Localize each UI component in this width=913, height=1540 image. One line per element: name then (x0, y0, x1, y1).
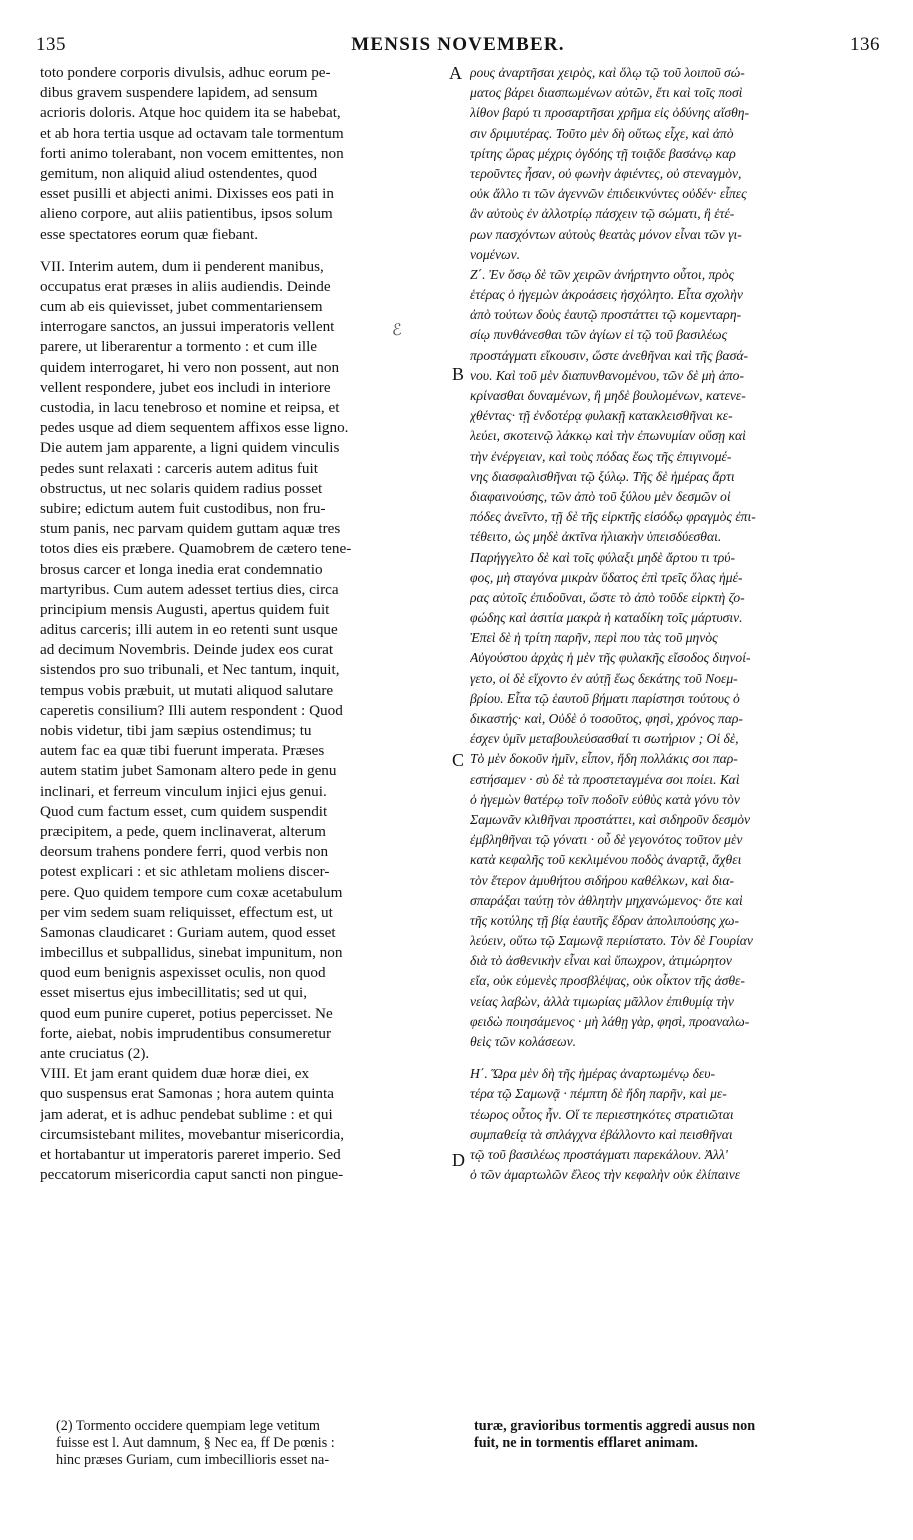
latin-text-line: Samonas claudicaret : Guriam autem, quod esset (40, 923, 336, 941)
section-marker-d: D (452, 1150, 465, 1170)
latin-text-line: sistendos pro suo tribunali, et Nec tantum, inquit, (40, 661, 340, 679)
greek-text-line: δικαστής· καὶ, Οὐδὲ ὁ τοσοῦτος, φησὶ, χρόνος παρ- (470, 711, 743, 726)
greek-text-line: νείας λαβὼν, ἀλλὰ τιμωρίας μᾶλλον ἐπιθυμίᾳ τὴν (470, 993, 734, 1009)
greek-text-line: τέθειτο, ὡς μηδὲ ἀκτῖνα ἡλιακὴν ὑπεισδύεσθαι. (470, 529, 722, 545)
latin-text-line: quidem interrogaret, hi vero non possent, aut non (40, 358, 340, 376)
paragraph-gap (40, 245, 448, 257)
latin-text-line: et hortabantur ut imperatoris pareret imperio. Sed (40, 1145, 341, 1163)
latin-text-line: imbecillus et subpallidus, sinebat impunitum, non (40, 944, 343, 962)
latin-text-line: forti animo tolerabant, non vocem emittentes, non (40, 144, 344, 162)
footnote-continuation-line: fuit, ne in tormentis efflaret animam. (474, 1435, 698, 1451)
greek-text-line: διαφαινούσης, τῶν ἀπὸ τοῦ ξύλου μὲν δεσμῶν οἱ (470, 488, 731, 504)
footnote-continuation (474, 1418, 884, 1452)
latin-text-line: esse spectatores eorum quæ fiebant. (40, 225, 259, 243)
latin-text-line: custodia, in lacu tenebroso et nomine et reipsa, et (40, 399, 340, 416)
latin-text-line: ad decimum Novembris. Deinde judex eos curat (40, 641, 334, 659)
greek-text-line: Ἐπεὶ δὲ ἡ τρίτη παρῆν, περὶ που τὰς τοῦ μηνὸς (470, 630, 718, 646)
greek-text-line: κατὰ κεφαλῆς τοῦ κεκλιμένου ποδὸς ἀναρτᾷ, ἄχθει (470, 852, 742, 868)
greek-text-line: ὁ τῶν ἁμαρτωλῶν ἔλεος τὴν κεφαλὴν οὐκ ἐλίπαινε (470, 1167, 741, 1183)
greek-text-line: συμπαθείᾳ τὰ σπλάγχνα ἐβάλλοντο καὶ πεισθῆναι (470, 1126, 733, 1142)
printer-ornament: ℰ (392, 320, 402, 339)
latin-column (40, 63, 448, 1185)
footnote-line: (2) Tormento occidere quempiam lege vetitum (56, 1418, 320, 1434)
greek-column (470, 63, 880, 1185)
greek-text-line: ρους ἀναρτῆσαι χειρὸς, καὶ ὅλῳ τῷ τοῦ λοιποῦ σώ- (470, 65, 745, 80)
greek-text-line: πόδες ἀνεῖντο, τῇ δὲ τῆς εἱρκτῆς εἰσόδῳ φραγμὸς ἐπι- (470, 509, 756, 525)
section-marker-c: C (452, 750, 465, 770)
latin-text-line: totos dies eis præbere. Quamobrem de cætero tene- (40, 540, 352, 558)
greek-text-line: τρίτης ὥρας μέχρις ὀγδόης τῇ τοιᾷδε βασάνῳ καρ (470, 145, 736, 161)
greek-text-line: τὸν ἕτερον ἀμυθήτου σιδήρου καθέλκων, καὶ δια- (470, 872, 734, 888)
greek-text-line: γετο, οἱ δὲ εἴχοντο ἐν αὐτῇ ἕως δεκάτης τοῦ Νοεμ- (470, 670, 738, 686)
latin-text-line: occupatus erat præses in aliis audiendis. Deinde (40, 277, 331, 295)
greek-text-line: Αὐγούστου ἀρχὰς ἡ μὲν τῆς φυλακῆς εἴσοδος διηνοί- (470, 650, 751, 666)
latin-text-line: caperetis consilium? Illi autem respondent : Quod (40, 701, 343, 719)
greek-text-line: ἐμβληθῆναι τῷ γόνατι · οὗ δὲ γεγονότος τοῦτον μὲν (470, 832, 743, 848)
latin-text-line: nobis videtur, tibi jam sæpius ostendimus; tu (40, 722, 312, 739)
latin-text-line: autem statim jubet Samonam altero pede in genu (40, 762, 337, 780)
latin-text-line: parere, ut liberarentur a tormento : et cum ille (40, 338, 318, 356)
latin-text-line: brosus carcer et longa inedia erat condemnatio (40, 560, 323, 578)
greek-text-line: ρων πασχόντων αὐτοὺς θεατὰς μόνον εἶναι τῶν γι- (470, 226, 742, 242)
latin-text-line: esset misertus ejus imbecillitatis; sed ut qui, (40, 984, 308, 1002)
latin-text-line: principium mensis Augusti, apertus quidem fuit (40, 600, 330, 618)
greek-text-line: Τὸ μὲν δοκοῦν ἡμῖν, εἶπον, ἤδη πολλάκις σοι παρ- (470, 751, 738, 767)
greek-text-line: Παρήγγελτο δὲ καὶ τοῖς φύλαξι μηδὲ ἄρτου τι τρύ- (470, 549, 736, 565)
latin-text-line: tempus vobis præbuit, ut mutati aliquod salutare (40, 681, 334, 699)
greek-text-line: ἑτέρας ὁ ἡγεμὼν ἀκροάσεις ἠσχόλητο. Εἶτα σχολὴν (470, 287, 743, 303)
greek-text-line: τῷ τοῦ βασιλέως προστάγματι παρεκάλουν. Ἀλλ' (470, 1146, 728, 1162)
greek-text-line: χθέντας· τῇ ἐνδοτέρᾳ φυλακῇ κατακλεισθῆναι κε- (470, 408, 733, 424)
latin-text-line: jam aderat, et is adhuc pendebat sublime : et qui (40, 1105, 333, 1123)
greek-text-line: ματος βάρει διασπωμένων αὐτῶν, ἔτι καὶ τοῖς ποσὶ (470, 85, 743, 101)
greek-text-line: σιν δριμυτέρας. Τοῦτο μὲν δὴ οὕτως εἶχε, καὶ ἀπὸ (470, 125, 734, 141)
greek-text-line: Η΄. Ὥρα μὲν δὴ τῆς ἡμέρας ἀναρτωμένῳ δευ- (470, 1066, 716, 1082)
latin-text-line: et ab hora tertia usque ad octavam tale tormentum (40, 124, 344, 142)
greek-text-line: ὁ ἡγεμὼν θατέρῳ τοῖν ποδοῖν εὐθὺς κατὰ γόνυ τὸν (470, 791, 740, 807)
greek-text-line: ἂν αὐτοὺς ἐν ἀλλοτρίῳ πάσχειν τῷ σώματι, ἢ ἑτέ- (470, 206, 735, 222)
greek-text-line: τῆς κοτύλης τῇ βίᾳ ἑαυτῆς ἕδραν ἀπολιπούσης χω- (470, 912, 740, 928)
latin-text-line: alieno corpore, aut aliis patientibus, ipsos solum (40, 205, 333, 223)
greek-text-line: τεροῦντες ἦσαν, οὐ φωνὴν ἀφιέντες, οὐ στεναγμὸν, (470, 165, 742, 181)
latin-text-line: aditus carceris; illi autem in eo retenti sunt usque (40, 621, 338, 639)
latin-text-line: præcipitem, a pede, quem inclinaverat, alterum (40, 822, 326, 840)
latin-text-line: obstructus, ut nec solaris quidem radius posset (40, 479, 323, 497)
footnote-continuation-line: turæ, gravioribus tormentis aggredi ausus non (474, 1418, 756, 1434)
greek-text-line: οὐκ ἄλλο τι τῶν ἀγεννῶν ἐπιδεικνύντες οὐδέν· εἶπες (470, 186, 747, 202)
greek-text-line: προστάγματι εἴκουσιν, ὥστε ἀνεθῆναι καὶ τῆς βασά- (470, 347, 749, 363)
latin-text-line: stum panis, nec parvam quidem guttam aquæ tres (40, 520, 341, 538)
latin-text-line: potest explicari : et sic athletam moliens discer- (40, 863, 330, 881)
latin-text-line: quo suspensus erat Samonas ; hora autem quinta (40, 1085, 334, 1103)
latin-text-line: deorsum trahens pondere ferri, quod verbis non (40, 843, 329, 861)
greek-text-line: εστήσαμεν · σὺ δὲ τὰ προστεταγμένα σοι ποίει. Καὶ (470, 771, 740, 787)
latin-text-line: pere. Quo quidem tempore cum coxæ acetabulum (40, 883, 343, 901)
greek-text-line: κρίνασθαι δυναμένων, ἢ μηδὲ βουλομένων, κατενε- (470, 388, 746, 403)
greek-text-line: φώδης καὶ ἀσιτία μακρὰ ἡ καταδίκη τοῖς μάρτυσιν. (470, 610, 743, 626)
greek-text-line: σίῳ πυνθάνεσθαι τῶν ἁγίων εἰ τῷ τοῦ βασιλέως (470, 327, 728, 343)
greek-text-line: λεύειν, οὕτω τῷ Σαμωνᾷ περιίστατο. Τὸν δὲ Γουρίαν (470, 933, 753, 949)
greek-text-line: ἀπὸ τούτων δοὺς ἑαυτῷ προστάττει τῷ κομενταρη- (470, 307, 742, 323)
latin-text-line: quod eum benignis aspexisset oculis, non quod (40, 964, 326, 982)
latin-text-line: forte, aiebat, nobis imprudentibus consumeretur (40, 1024, 332, 1042)
greek-text-line: τὴν ἐνέργειαν, καὶ τοὺς πόδας ἕως τῆς ἐπιγινομέ- (470, 448, 732, 464)
greek-text-line: εἴα, οὐκ εὐμενὲς προσβλέψας, οὐκ οἶκτον τῆς ἀσθε- (470, 973, 745, 989)
latin-text-line: per vim sedem suam reliquisset, effectum est, ut (40, 903, 333, 921)
greek-text-line: λίθον βαρύ τι προσαρτῆσαι χρῆμα εἰς ὀδύνης αἴσθη- (470, 105, 750, 121)
greek-text-line: έσχεν ὑμῖν μεταβουλεύσασθαί τι σωτήριον ; Οἱ δὲ, (470, 731, 739, 747)
section-marker-b: B (452, 364, 465, 384)
latin-text-line: esset pusilli et abjecti animi. Dixisses eos pati in (40, 185, 334, 203)
greek-text-line: νου. Καὶ τοῦ μὲν διαπυνθανομένου, τῶν δὲ μὴ ἀπο- (470, 367, 744, 383)
latin-text-line: ante cruciatus (2). (40, 1045, 150, 1062)
latin-text-line: autem fac ea quæ tibi fuerunt imperata. Præses (40, 742, 325, 760)
paragraph-gap (470, 1052, 880, 1064)
latin-text-line: pedes usque ad diem sequentem affixos esse ligno. (40, 419, 349, 437)
running-title: MENSIS NOVEMBER. (351, 34, 565, 55)
section-marker-a: A (449, 63, 462, 83)
footnote-line: fuisse est l. Aut damnum, § Nec ea, ff De pœnis : (56, 1435, 335, 1451)
greek-text-line: νομένων. (470, 246, 521, 262)
latin-text-line: inclinari, et ferreum vinculum injici ejus genui. (40, 782, 327, 800)
latin-text-line: gemitum, non aliquid aliud ostendentes, quod (40, 164, 318, 182)
latin-text-line: VII. Interim autem, dum ii penderent manibus, (40, 257, 324, 275)
greek-text-line: βρίου. Εἶτα τῷ ἑαυτοῦ βήματι παρίστησι τούτους ὁ (470, 690, 740, 706)
latin-text-line: dibus gravem suspendere lapidem, ad sensum (40, 84, 318, 102)
greek-text-line: νης διασφαλισθῆναι τῷ ξύλῳ. Τῆς δὲ ἡμέρας ἄρτι (470, 468, 735, 484)
latin-text-line: Quod cum factum esset, cum quidem suspendit (40, 802, 328, 820)
latin-text-line: circumsistebant milites, movebantur misericordia, (40, 1125, 345, 1143)
latin-text-line: pedes sunt relaxati : carceris autem aditus fuit (40, 459, 318, 477)
greek-text-line: φειδὼ ποιησάμενος · μὴ λάθῃ γὰρ, φησὶ, προαναλω- (470, 1013, 750, 1029)
greek-text-line: τέρα τῷ Σαμωνᾷ · πέμπτη δὲ ἤδη παρῆν, καὶ με- (470, 1086, 727, 1102)
footnote (56, 1418, 448, 1469)
footnote-line: hinc præses Guriam, cum imbecillioris esset na- (56, 1452, 330, 1468)
greek-text-line: λεύει, σκοτεινῷ λάκκῳ καὶ τὴν ἐπωνυμίαν οὔσῃ καὶ (470, 428, 746, 444)
latin-text-line: Die autem jam apparente, a ligni quidem vinculis (40, 439, 340, 457)
latin-text-line: quod eum punire cuperet, potius pepercisset. Ne (40, 1004, 333, 1022)
page-number-left: 135 (36, 34, 66, 55)
latin-text-line: interrogare sanctos, an jussui imperatoris vellent (40, 318, 335, 336)
latin-text-line: martyribus. Cum autem adesset tertius dies, circa (40, 580, 339, 598)
greek-text-line: τέωρος οὗτος ἦν. Οἵ τε περιεστηκότες στρατιῶται (470, 1106, 734, 1122)
greek-text-line: Ζ΄. Ἐν ὅσῳ δὲ τῶν χειρῶν ἀνήρτηντο οὗτοι, πρὸς (470, 266, 735, 282)
greek-text-line: σπαράξαι ταύτῃ τὸν ἀθλητὴν μηχανώμενος· ὅτε καὶ (470, 892, 743, 908)
latin-text-line: subire; edictum autem fuit custodibus, non fru- (40, 499, 326, 517)
running-header (36, 34, 880, 62)
latin-text-line: VIII. Et jam erant quidem duæ horæ diei, ex (40, 1065, 310, 1083)
latin-text-line: cum ab eis quievisset, jubet commentariensem (40, 298, 323, 316)
latin-text-line: acrioris doloris. Atque hoc quidem ita se habebat, (40, 104, 341, 122)
greek-text-line: διὰ τὸ ἀσθενικὴν εἶναι καὶ ὕπωχρον, ἀτιμώρητον (470, 953, 732, 969)
latin-text-line: toto pondere corporis divulsis, adhuc eorum pe- (40, 64, 331, 81)
greek-text-line: φος, μὴ σταγόνα μικρὰν ὕδατος ἐπὶ τρεῖς ὅλας ἡμέ- (470, 569, 743, 585)
greek-text-line: ρας αὐτοῖς ἐπιδοῦναι, ὥστε τὸ ἀπὸ τοῦδε εἱρκτὴ ζο- (470, 589, 745, 605)
greek-text-line: θεὶς τῶν κολάσεων. (470, 1034, 577, 1049)
latin-text-line: vellent respondere, jubet eos includi in interiore (40, 378, 331, 396)
greek-text-line: Σαμωνᾶν κλιθῆναι προστάττει, καὶ σιδηροῦν δεσμὸν (470, 811, 751, 827)
latin-text-line: peccatorum misericordia caput sancti non pingue- (40, 1166, 344, 1184)
page-number-right: 136 (850, 34, 880, 55)
